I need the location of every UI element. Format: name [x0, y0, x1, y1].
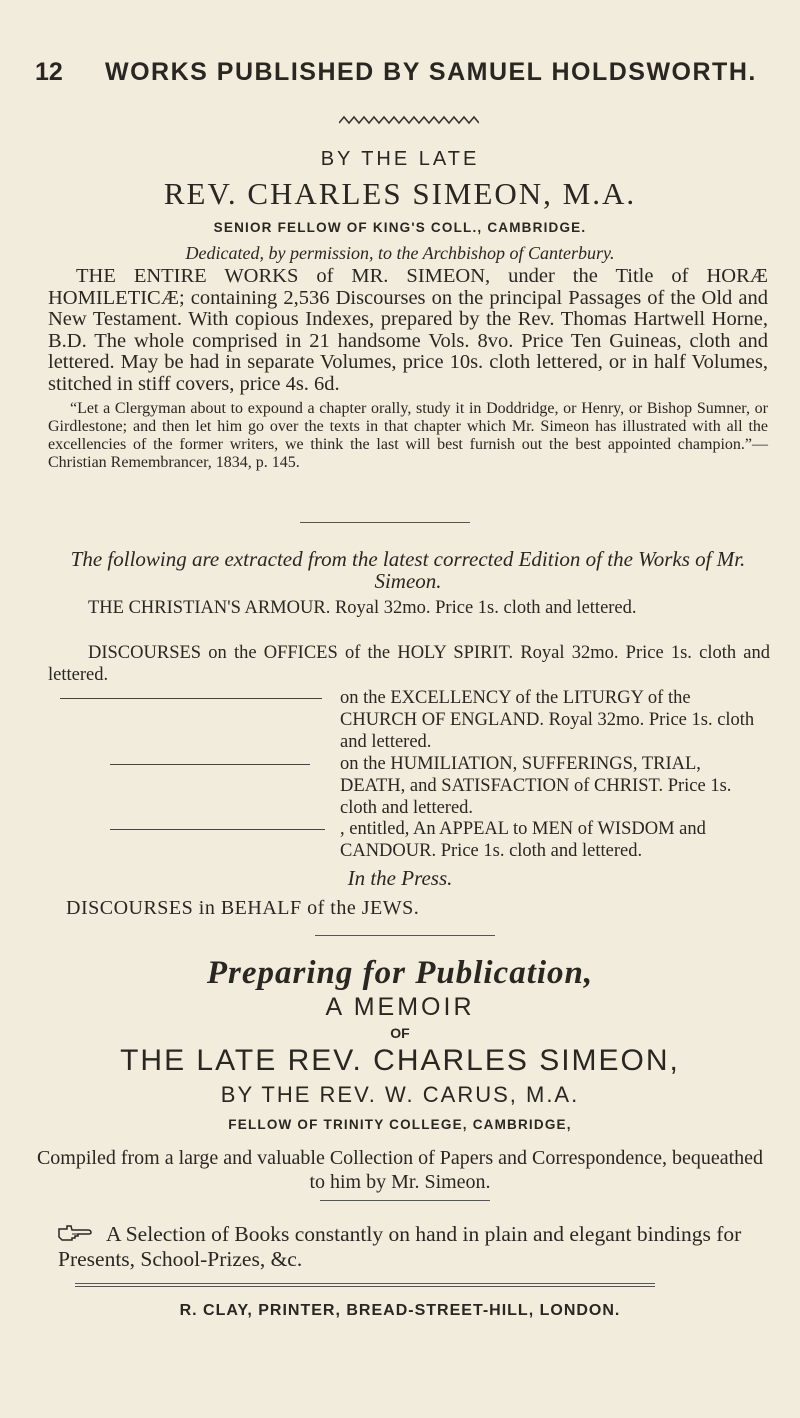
- offices-text: DISCOURSES on the OFFICES of the HOLY SPIRIT. Royal 32mo. Price 1s. cloth and lettered.: [48, 643, 770, 685]
- selection-notice: [58, 1222, 778, 1272]
- memoir-of: OF: [390, 1025, 410, 1041]
- printer-imprint: R. CLAY, PRINTER, BREAD-STREET-HILL, LONDON.: [179, 1302, 621, 1319]
- divider: [75, 1283, 655, 1284]
- extracted-heading: The following are extracted from the latest corrected Edition of the Works of Mr. Simeon.: [70, 547, 746, 593]
- divider: [315, 935, 495, 936]
- author-fellowship: SENIOR FELLOW OF KING'S COLL., CAMBRIDGE.: [213, 220, 587, 235]
- memoir-heading: A MEMOIR: [325, 993, 475, 1021]
- appeal-entry: , entitled, An APPEAL to MEN of WISDOM and CANDOUR. Price 1s. cloth and lettered.: [340, 819, 706, 861]
- works-paragraph: THE ENTIRE WORKS of MR. SIMEON, under the Title of HORÆ HOMILETICÆ; containing 2,536 Discourses on the principal Passages of the Old and New Testament. With copious Indexes, prepared by the Rev. Thomas Hartwell Horne, B.D. The whole comprised in 21 handsome Vols. 8vo. Price Ten Guineas, cloth and lettered. May be had in separate Volumes, price 10s. cloth lettered, or in half Volumes, stitched in stiff covers, price 4s. 6d.: [48, 265, 768, 395]
- in-press-label: In the Press.: [347, 866, 453, 890]
- author-name: REV. CHARLES SIMEON, M.A.: [163, 176, 637, 211]
- divider: [320, 1200, 490, 1201]
- running-header: [35, 58, 765, 102]
- ditto-rule: [60, 698, 322, 699]
- armour-entry: [48, 597, 770, 619]
- ditto-rule: [110, 764, 310, 765]
- by-the-late: BY THE LATE: [320, 148, 480, 170]
- page-number: 12: [35, 58, 63, 86]
- memoir-subject: THE LATE REV. CHARLES SIMEON,: [120, 1044, 680, 1077]
- humiliation-entry: on the HUMILIATION, SUFFERINGS, TRIAL, DEATH, and SATISFACTION of CHRIST. Price 1s. cloth and lettered.: [340, 754, 732, 818]
- memoir-author: BY THE REV. W. CARUS, M.A.: [220, 1082, 580, 1107]
- memoir-description: Compiled from a large and valuable Collection of Papers and Correspondence, bequeathed to him by Mr. Simeon.: [36, 1147, 764, 1193]
- preparing-heading: Preparing for Publication,: [206, 955, 594, 991]
- jews-entry: DISCOURSES in BEHALF of the JEWS.: [66, 897, 420, 919]
- running-title: WORKS PUBLISHED BY SAMUEL HOLDSWORTH.: [105, 58, 757, 86]
- divider: [75, 1286, 655, 1287]
- excellency-entry: on the EXCELLENCY of the LITURGY of the CHURCH OF ENGLAND. Royal 32mo. Price 1s. cloth and lettered.: [340, 688, 755, 752]
- zigzag-ornament: [339, 115, 479, 125]
- review-quote: “Let a Clergyman about to expound a chapter orally, study it in Doddridge, or Henry, or Bishop Sumner, or Girdlestone; and then let him go over the texts in that chapter which Mr. Simeon has illustrated with all the excellencies of the former writers, we think the last will best furnish out the best appointed champion.”—Christian Remembrancer, 1834, p. 145.: [48, 400, 768, 471]
- ditto-rule: [110, 829, 325, 830]
- offices-entry: [48, 642, 770, 686]
- divider: [300, 522, 470, 523]
- memoir-author-fellowship: FELLOW OF TRINITY COLLEGE, CAMBRIDGE,: [228, 1117, 572, 1132]
- dedication: Dedicated, by permission, to the Archbishop of Canterbury.: [185, 243, 615, 263]
- pointing-hand-icon: [58, 1222, 92, 1247]
- armour-text: THE CHRISTIAN'S ARMOUR. Royal 32mo. Price 1s. cloth and lettered.: [88, 598, 637, 618]
- selection-text: A Selection of Books constantly on hand in plain and elegant bindings for Presents, School-Prizes, &c.: [58, 1222, 742, 1271]
